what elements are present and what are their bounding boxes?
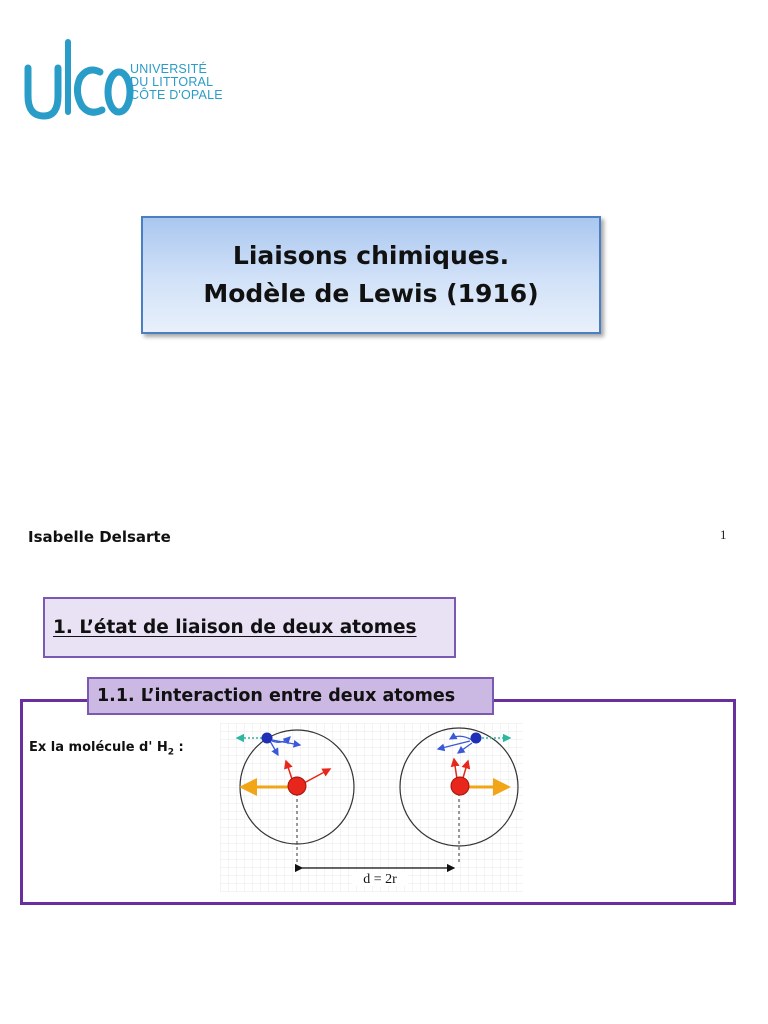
title-box <box>141 216 601 334</box>
right-nucleus <box>451 777 469 795</box>
right-electron <box>471 733 482 744</box>
title-line-1: Liaisons chimiques. <box>232 241 510 270</box>
page-number: 1 <box>720 527 727 542</box>
title-line-2: Modèle de Lewis (1916) <box>203 279 539 308</box>
section-title: 1. L’état de liaison de deux atomes <box>53 617 417 638</box>
left-nucleus <box>288 777 306 795</box>
ulco-logo-mark <box>24 38 134 124</box>
figure-grid-background <box>220 723 523 892</box>
subsection-heading-box <box>87 677 494 715</box>
left-electron <box>262 733 273 744</box>
logo-line-2: DU LITTORAL <box>130 75 214 89</box>
example-prefix: Ex la molécule d' H <box>29 740 168 755</box>
logo-line-1: UNIVERSITÉ <box>130 62 208 76</box>
distance-label: d = 2r <box>363 872 397 887</box>
section-heading-box <box>43 597 456 658</box>
example-suffix: : <box>174 740 184 755</box>
h2-molecule-figure <box>220 723 523 892</box>
example-subscript: 2 <box>167 747 175 758</box>
subsection-title: 1.1. L’interaction entre deux atomes <box>97 686 456 706</box>
logo-line-3: CÔTE D'OPALE <box>130 88 223 102</box>
author-name: Isabelle Delsarte <box>28 528 171 546</box>
example-label <box>29 740 184 758</box>
university-logo <box>24 38 223 124</box>
logo-text <box>130 63 223 102</box>
